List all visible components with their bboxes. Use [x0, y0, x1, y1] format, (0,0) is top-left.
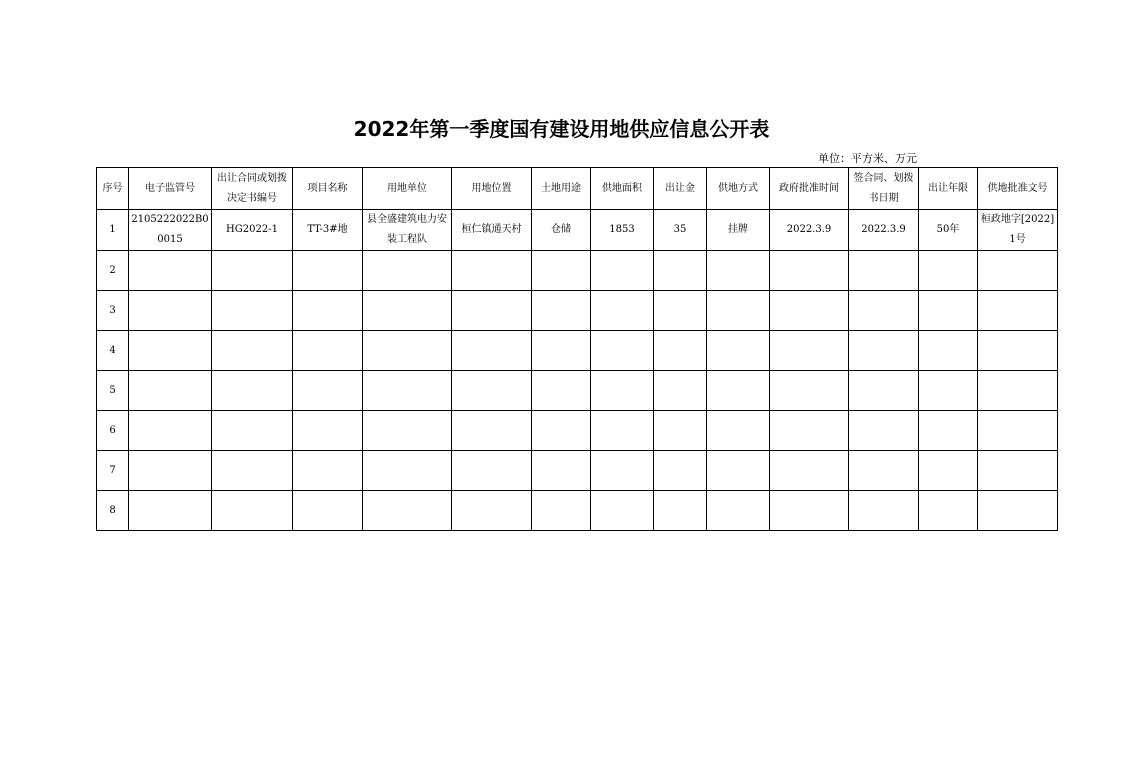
table-cell — [654, 451, 707, 491]
table-cell — [129, 451, 212, 491]
table-cell — [849, 291, 919, 331]
table-cell — [293, 491, 363, 531]
table-cell — [591, 451, 654, 491]
table-row — [97, 411, 1058, 451]
table-cell — [293, 411, 363, 451]
column-header: 政府批准时间 — [770, 168, 849, 210]
table-cell — [212, 411, 293, 451]
table-cell: TT-3#地 — [293, 210, 363, 251]
table-cell — [770, 491, 849, 531]
column-header: 序号 — [97, 168, 129, 210]
table-cell — [212, 291, 293, 331]
column-header: 出让金 — [654, 168, 707, 210]
table-cell — [919, 411, 978, 451]
table-cell: 35 — [654, 210, 707, 251]
table-cell — [978, 411, 1058, 451]
table-cell — [452, 411, 532, 451]
table-cell — [212, 251, 293, 291]
table-cell — [770, 251, 849, 291]
table-cell — [293, 331, 363, 371]
table-cell: 4 — [97, 331, 129, 371]
table-header-row — [97, 168, 1058, 210]
table-cell: 桓仁镇通天村 — [452, 210, 532, 251]
table-cell — [452, 251, 532, 291]
table-cell — [129, 331, 212, 371]
table-cell — [707, 331, 770, 371]
table-cell — [919, 371, 978, 411]
table-cell — [707, 371, 770, 411]
table-cell — [532, 291, 591, 331]
table-cell — [919, 451, 978, 491]
table-cell — [452, 331, 532, 371]
table-cell — [532, 371, 591, 411]
table-cell — [654, 371, 707, 411]
table-row — [97, 491, 1058, 531]
table-cell — [293, 291, 363, 331]
table-cell — [532, 451, 591, 491]
table-cell — [452, 291, 532, 331]
table-cell — [591, 331, 654, 371]
table-cell — [978, 251, 1058, 291]
table-cell — [591, 371, 654, 411]
table-cell — [212, 491, 293, 531]
table-cell — [978, 331, 1058, 371]
table-cell: 8 — [97, 491, 129, 531]
table-cell — [770, 331, 849, 371]
table-cell — [770, 451, 849, 491]
table-row — [97, 251, 1058, 291]
table-cell — [770, 411, 849, 451]
table-cell — [532, 491, 591, 531]
table-cell — [849, 451, 919, 491]
table-cell: 2022.3.9 — [770, 210, 849, 251]
column-header: 用地位置 — [452, 168, 532, 210]
column-header: 供地批准文号 — [978, 168, 1058, 210]
table-cell — [654, 251, 707, 291]
table-cell: 50年 — [919, 210, 978, 251]
table-cell — [452, 451, 532, 491]
table-cell — [293, 451, 363, 491]
column-header: 出让年限 — [919, 168, 978, 210]
table-cell — [532, 331, 591, 371]
table-cell — [707, 291, 770, 331]
column-header: 项目名称 — [293, 168, 363, 210]
table-cell: 2105222022B00015 — [129, 210, 212, 251]
table-cell — [363, 251, 452, 291]
table-row — [97, 451, 1058, 491]
table-cell — [849, 411, 919, 451]
table-cell — [978, 451, 1058, 491]
table-cell — [129, 291, 212, 331]
table-cell — [129, 411, 212, 451]
table-cell — [129, 251, 212, 291]
table-cell — [849, 331, 919, 371]
table-cell — [212, 331, 293, 371]
table-cell — [293, 251, 363, 291]
column-header: 供地方式 — [707, 168, 770, 210]
table-cell — [129, 371, 212, 411]
table-cell — [293, 371, 363, 411]
table-cell — [654, 291, 707, 331]
table-cell — [770, 371, 849, 411]
table-cell: 县全盛建筑电力安装工程队 — [363, 210, 452, 251]
table-cell — [919, 331, 978, 371]
table-cell — [919, 291, 978, 331]
table-cell — [978, 491, 1058, 531]
table-cell — [707, 491, 770, 531]
table-cell — [363, 451, 452, 491]
table-cell: 5 — [97, 371, 129, 411]
table-cell — [363, 291, 452, 331]
table-cell — [919, 251, 978, 291]
table-cell — [363, 411, 452, 451]
table-cell — [591, 491, 654, 531]
table-cell — [532, 251, 591, 291]
column-header: 出让合同或划拨决定书编号 — [212, 168, 293, 210]
table-cell — [452, 371, 532, 411]
table-cell — [707, 411, 770, 451]
table-cell — [654, 411, 707, 451]
table-cell: 桓政地字[2022]1号 — [978, 210, 1058, 251]
table-cell — [452, 491, 532, 531]
table-cell — [654, 491, 707, 531]
table-cell: 1853 — [591, 210, 654, 251]
table-cell: 7 — [97, 451, 129, 491]
table-cell: 2 — [97, 251, 129, 291]
table-cell — [591, 411, 654, 451]
table-cell — [919, 491, 978, 531]
page-title: 2022年第一季度国有建设用地供应信息公开表 — [353, 117, 770, 141]
column-header: 电子监管号 — [129, 168, 212, 210]
table-row — [97, 371, 1058, 411]
table-cell: 挂牌 — [707, 210, 770, 251]
table-row — [97, 210, 1058, 251]
column-header: 签合同、划拨书日期 — [849, 168, 919, 210]
table-body — [97, 210, 1058, 531]
table-cell — [978, 371, 1058, 411]
table-cell — [849, 491, 919, 531]
table-cell — [363, 371, 452, 411]
table-cell — [978, 291, 1058, 331]
column-header: 土地用途 — [532, 168, 591, 210]
table-row — [97, 291, 1058, 331]
table-cell — [591, 291, 654, 331]
table-cell: HG2022-1 — [212, 210, 293, 251]
table-cell: 1 — [97, 210, 129, 251]
table-cell — [363, 491, 452, 531]
table-cell — [849, 251, 919, 291]
table-cell: 2022.3.9 — [849, 210, 919, 251]
table-cell — [707, 451, 770, 491]
table-cell — [129, 491, 212, 531]
table-cell — [532, 411, 591, 451]
table-cell — [770, 291, 849, 331]
table-cell — [363, 331, 452, 371]
table-cell — [212, 371, 293, 411]
table-cell — [591, 251, 654, 291]
table-cell — [654, 331, 707, 371]
table-cell — [707, 251, 770, 291]
land-supply-table — [96, 167, 1058, 531]
table-cell: 仓储 — [532, 210, 591, 251]
table-cell: 3 — [97, 291, 129, 331]
column-header: 用地单位 — [363, 168, 452, 210]
table-cell — [212, 451, 293, 491]
table-cell — [849, 371, 919, 411]
unit-label: 单位：平方米、万元 — [818, 152, 917, 165]
column-header: 供地面积 — [591, 168, 654, 210]
table-row — [97, 331, 1058, 371]
table-cell: 6 — [97, 411, 129, 451]
